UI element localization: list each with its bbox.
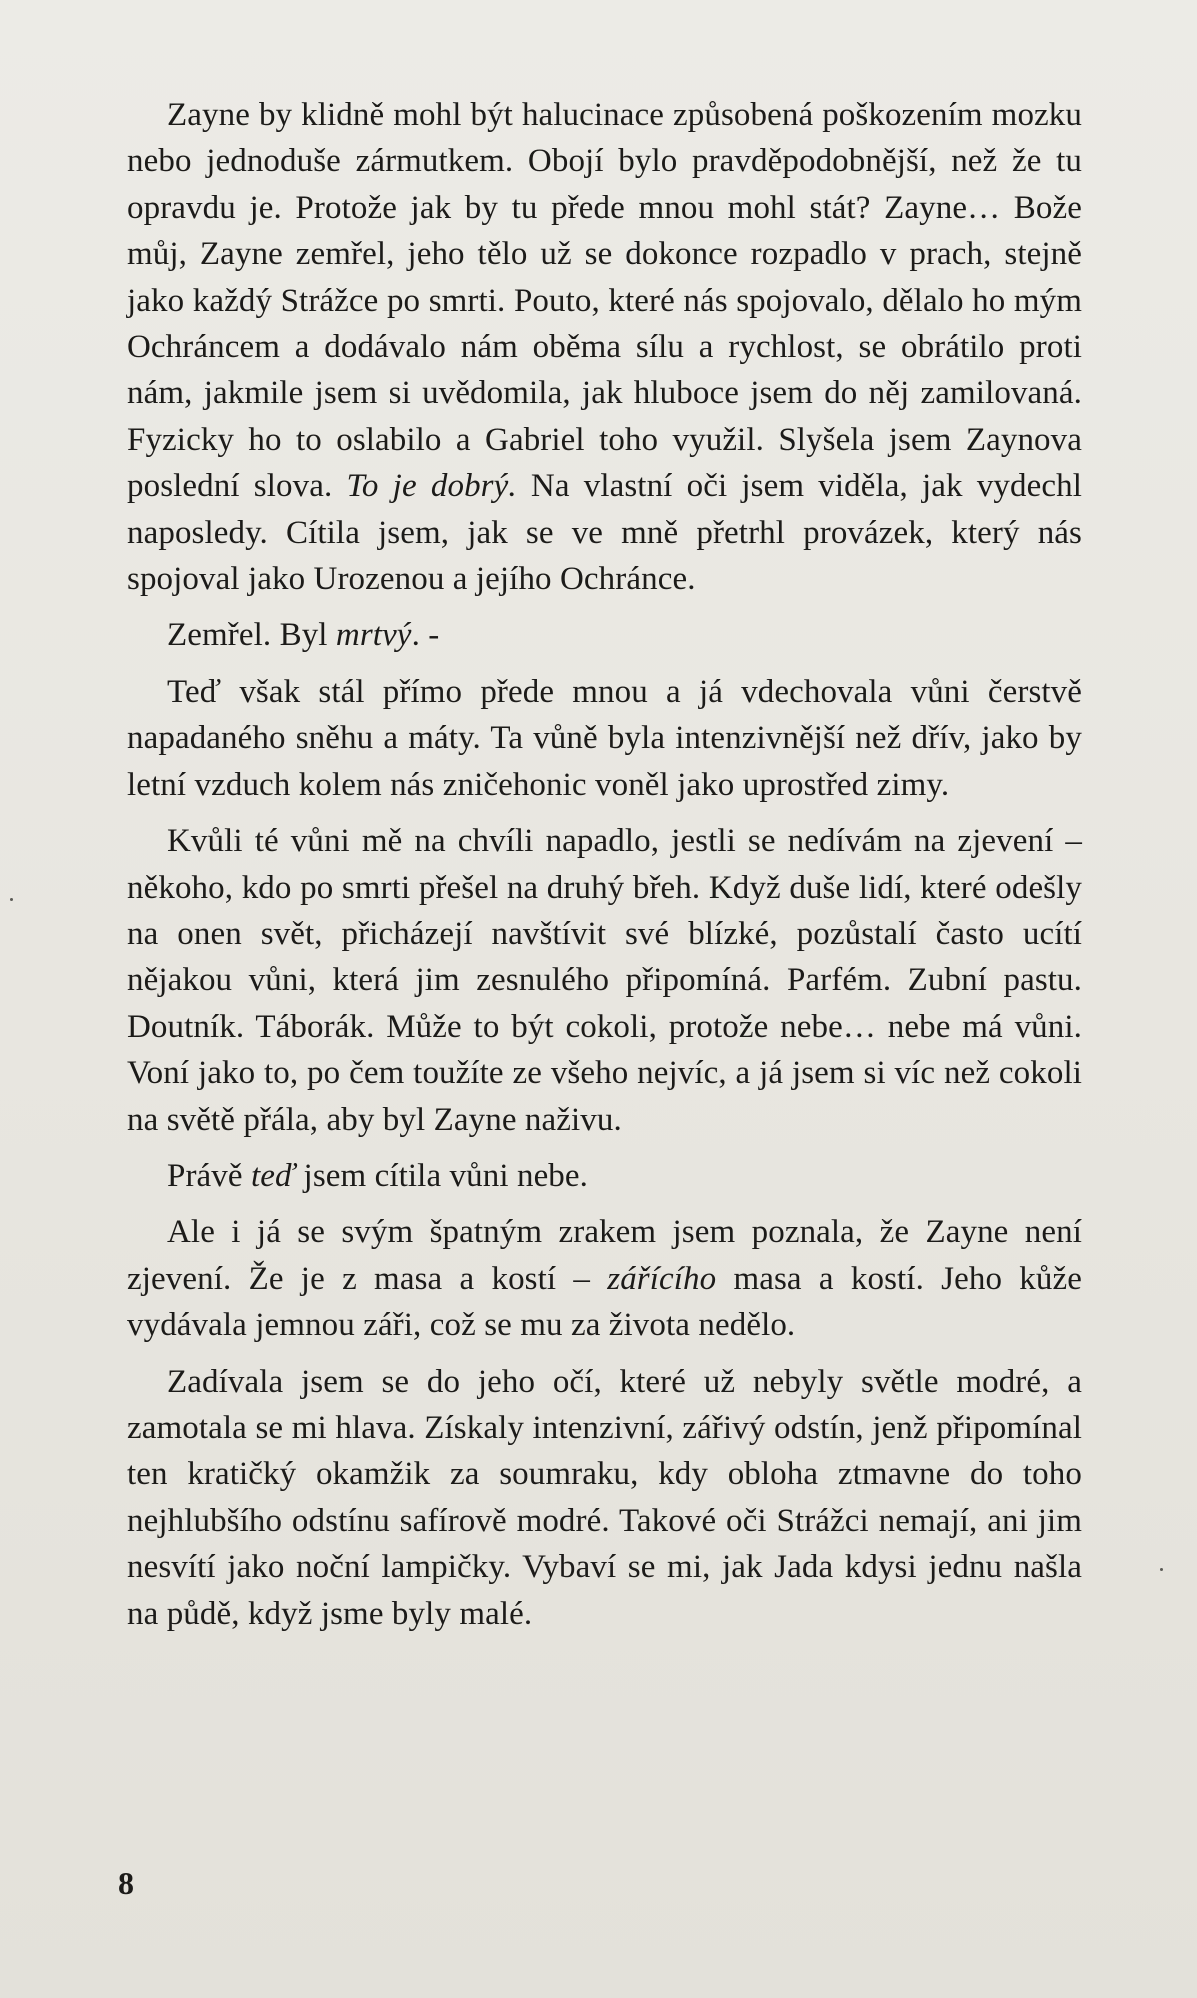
text-run: Zayne by klidně mohl být halucinace způsobená poškozením mozku nebo jednoduše zármutkem. Obojí bylo pravděpodobnější, než že tu opravdu je. Protože jak by tu přede mnou mohl stát? Zayne… Bože můj, Zayne zemřel, jeho tělo už se dokonce rozpadlo v prach, stejně jako každý Strážce po smrti. Pouto, které nás spojovalo, dělalo ho mým Ochráncem a dodávalo nám oběma sílu a rychlost, se obrátilo proti nám, jakmile jsem si uvědomila, jak hluboce jsem do něj zamilovaná. Fyzicky ho to oslabilo a Gabriel toho využil. Slyšela jsem Zaynova poslední slova. xyxy=(127,97,1082,505)
paragraph xyxy=(127,1153,1082,1199)
text-run: Zadívala jsem se do jeho očí, které už nebyly světle modré, a zamotala se mi hlava. Získaly intenzivní, zářivý odstín, jenž připomínal ten kratičký okamžik za soumraku, kdy obloha ztmavne do toho nejhlubšího odstínu safírově modré. Takové oči Strážci nemají, ani jim nesvítí jako noční lampičky. Vybaví se mi, jak Jada kdysi jednu našla na půdě, když jsme byly malé. xyxy=(127,1363,1082,1632)
italic-run: teď xyxy=(251,1157,296,1194)
italic-run: To je dobrý. xyxy=(346,468,517,505)
body-text xyxy=(127,92,1082,1637)
text-run: . - xyxy=(411,617,440,654)
paragraph xyxy=(127,1209,1082,1348)
text-run: Zemřel. Byl xyxy=(167,617,336,654)
text-run: Na vlastní oči jsem viděla, jak vydechl naposledy. Cítila jsem, jak se ve mně přetrhl provázek, který nás spojoval jako Urozenou a jejího Ochránce. xyxy=(127,468,1082,598)
text-run: masa a kostí. Jeho kůže vydávala jemnou záři, což se mu za života nedělo. xyxy=(127,1260,1082,1344)
text-run: Ale i já se svým špatným zrakem jsem poznala, že Zayne není zjevení. Že je z masa a kostí – xyxy=(127,1214,1082,1297)
italic-run: mrtvý xyxy=(335,617,412,654)
paragraph xyxy=(127,612,1082,658)
text-run: jsem cítila vůni nebe. xyxy=(295,1157,589,1194)
text-run: Teď však stál přímo přede mnou a já vdechovala vůni čerstvě napadaného sněhu a máty. Ta vůně byla intenzivnější než dřív, jako by letní vzduch kolem nás zničehonic voněl jako uprostřed zimy. xyxy=(127,673,1082,803)
paragraph xyxy=(127,818,1082,1143)
page-number: 8 xyxy=(118,1865,134,1901)
paragraph xyxy=(127,669,1082,808)
italic-run: zářícího xyxy=(607,1260,717,1297)
paper-speck xyxy=(1160,1568,1163,1571)
paper-speck xyxy=(10,898,13,901)
text-run: Kvůli té vůni mě na chvíli napadlo, jestli se nedívám na zjevení – někoho, kdo po smrti přešel na druhý břeh. Když duše lidí, které odešly na onen svět, přicházejí navštívit své blízké, pozůstalí často ucítí nějakou vůni, která jim zesnulého připomíná. Parfém. Zubní pastu. Doutník. Táborák. Může to být cokoli, protože nebe… nebe má vůni. Voní jako to, po čem toužíte ze všeho nejvíc, a já jsem si víc než cokoli na světě přála, aby byl Zayne naživu. xyxy=(127,823,1082,1138)
paragraph xyxy=(127,92,1082,602)
paragraph xyxy=(127,1359,1082,1637)
text-run: Právě xyxy=(167,1157,251,1194)
